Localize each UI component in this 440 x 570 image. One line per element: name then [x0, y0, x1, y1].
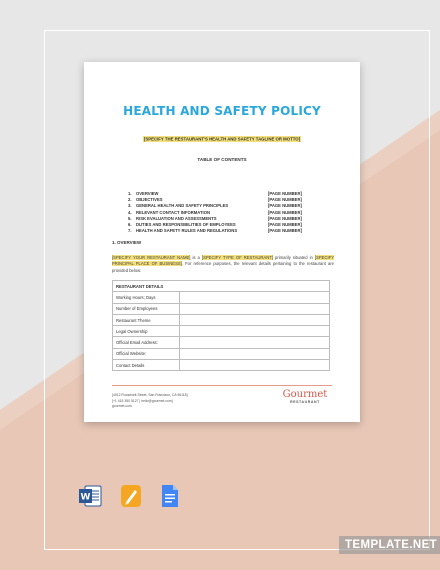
document-title: HEALTH AND SAFETY POLICY [123, 104, 321, 118]
table-row: Number of Employees [113, 303, 330, 314]
footer-address: [4012 Roosevelt Street, San Francisco, CA 96118] [+1 415 350 5127 | hello@gourmet.com] gourmet.com [112, 393, 188, 409]
gourmet-logo: Gourmet RESTAURANT [282, 389, 328, 404]
watermark: TEMPLATE.NET [339, 536, 440, 554]
table-header-row: RESTAURANT DETAILS [113, 281, 330, 292]
toc-item: 1. OVERVIEW [PAGE NUMBER] [128, 191, 302, 196]
table-row: Contact Details [113, 360, 330, 371]
footer-divider [112, 385, 332, 386]
word-icon[interactable] [78, 484, 102, 508]
table-of-contents [128, 191, 308, 234]
section-heading-overview: 1. OVERVIEW [112, 240, 142, 245]
tagline-placeholder: [SPECIFY THE RESTAURANT'S HEALTH AND SAFETY TAGLINE OR MOTTO] [143, 136, 301, 141]
toc-item: 5. RISK EVALUATION AND ASSESSMENTS [PAGE NUMBER] [128, 215, 302, 221]
document-page [84, 62, 360, 422]
pages-icon[interactable] [120, 484, 142, 508]
toc-item: 3. GENERAL HEALTH AND SAFETY PRINCIPLES [PAGE NUMBER] [128, 203, 302, 209]
toc-item: 6. DUTIES AND RESPONSIBILITIES OF EMPLOYEES [PAGE NUMBER] [128, 221, 302, 227]
toc-item: 2. OBJECTIVES [PAGE NUMBER] [128, 197, 302, 203]
svg-text:W: W [80, 492, 91, 503]
overview-paragraph: [SPECIFY YOUR RESTAURANT NAME] is a [SPECIFY TYPE OF RESTAURANT] primarily situated in [SPECIFY PRINCIPAL PLACE OF BUSINESS]. For reference purposes, the relevant details pertaining to the restaurant are provided below: [112, 255, 335, 273]
toc-heading: TABLE OF CONTENTS [197, 157, 247, 162]
table-row: Official Website: [113, 348, 330, 359]
table-row: Legal Ownership [113, 326, 330, 337]
table-row: Working Hours; Days [113, 292, 330, 303]
toc-item: 4. RELEVANT CONTACT INFORMATION [PAGE NUMBER] [128, 209, 302, 215]
toc-item: 7. HEALTH AND SAFETY RULES AND REGULATIONS [PAGE NUMBER] [128, 228, 302, 234]
table-row: Official Email Address: [113, 337, 330, 348]
restaurant-details-table [112, 280, 330, 371]
google-docs-icon[interactable] [161, 484, 179, 508]
table-row: Restaurant Theme [113, 314, 330, 325]
